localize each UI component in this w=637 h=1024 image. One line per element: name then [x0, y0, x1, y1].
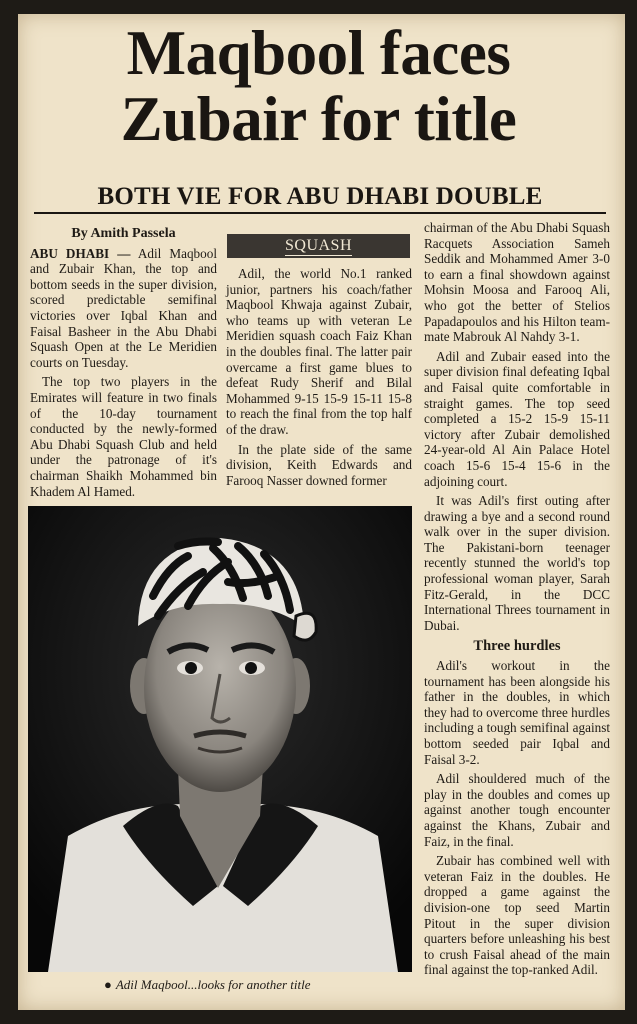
- section-label: [227, 234, 410, 258]
- article-paragraph: It was Adil's first outing after drawing a bye and a second round walk over in the super division. The Pakistani-born teenager recently stunned the world's top professional woman player, Sarah Fitz-Gerald, in the DCC International Threes tournament in Dubai.: [424, 493, 610, 633]
- section-label-text: SQUASH: [284, 237, 352, 254]
- article-column-3: [424, 220, 610, 982]
- article-paragraph: In the plate side of the same division, Keith Edwards and Farooq Nasser downed former: [226, 441, 412, 488]
- article-column-2: [226, 266, 412, 492]
- photo-caption: [104, 977, 404, 993]
- article-paragraph: Adil, the world No.1 ranked junior, partners his coach/father Maqbool Khwaja against Zubair, who teams up with veteran Le Meridien squash coach Faiz Khan in the doubles final. The latter pair overcame a first game blues to defeat Rudy Sherif and Bilal Mohammed 9-15 15-9 15-11 15-8 to reach the final from the top half of the draw.: [226, 266, 412, 437]
- paragraph-text: Adil Maqbool and Zubair Khan, the top and bottom seeds in the super division, scored predictable semifinal victories over Iqbal Khan and Faisal Basheer in the Abu Dhabi Squash Open at the Le Meridien courts on Tuesday.: [30, 245, 217, 370]
- article-column-1: [30, 226, 217, 503]
- headline: [26, 20, 611, 152]
- article-paragraph: [30, 246, 217, 371]
- article-paragraph: Adil and Zubair eased into the super division final defeating Iqbal and Faisal quite comfortable in straight games. The top seed completed a 15-2 15-9 15-11 victory after Zubair demolished 24-year-old Al Ain Palace Hotel coach 15-6 15-4 15-6 in the adjoining court.: [424, 348, 610, 489]
- dateline: ABU DHABI —: [30, 245, 131, 261]
- caption-text: Adil Maqbool...looks for another title: [115, 977, 311, 992]
- article-paragraph: Zubair has combined well with veteran Faiz in the doubles. He dropped a game against the division-one top seed Martin Pitout in the super division quarters before unleashing his best to crush Faisal ahead of the main final against the top-ranked Adil.: [424, 853, 610, 978]
- article-paragraph: chairman of the Abu Dhabi Squash Racquets Association Sameh Seddik and Mohammed Amer 3-0 to earn a final showdown against Mohsin Moosa and Farooq Ali, who got the better of Stelios Papadapoulos and his Hilton team-mate Mabrouk Al Nahdy 3-1.: [424, 220, 610, 345]
- caption-bullet: ●: [104, 977, 112, 992]
- headline-line-1: Maqbool faces: [126, 18, 511, 88]
- article-paragraph: The top two players in the Emirates will feature in two finals of the 10-day tournament conducted by the newly-formed Abu Dhabi Squash Club and held under the patronage of it's chairman Shaikh Mohammed bin Khadem Al Hamed.: [30, 374, 217, 499]
- article-paragraph: Adil's workout in the tournament has been alongside his father in the doubles, in which they had to overcome three hurdles including a tough semifinal against bottom seeded pair Iqbal and Faisal 3-2.: [424, 658, 610, 767]
- subheadline: BOTH VIE FOR ABU DHABI DOUBLE: [34, 182, 606, 214]
- byline: By Amith Passela: [71, 226, 176, 241]
- headline-line-2: Zubair for title: [120, 84, 517, 154]
- section-subheading: Three hurdles: [473, 638, 561, 655]
- player-photo: [28, 506, 412, 972]
- article-paragraph: Adil shouldered much of the play in the doubles and comes up against another tough encounter against the Khans, Zubair and Faiz, in the final.: [424, 771, 610, 849]
